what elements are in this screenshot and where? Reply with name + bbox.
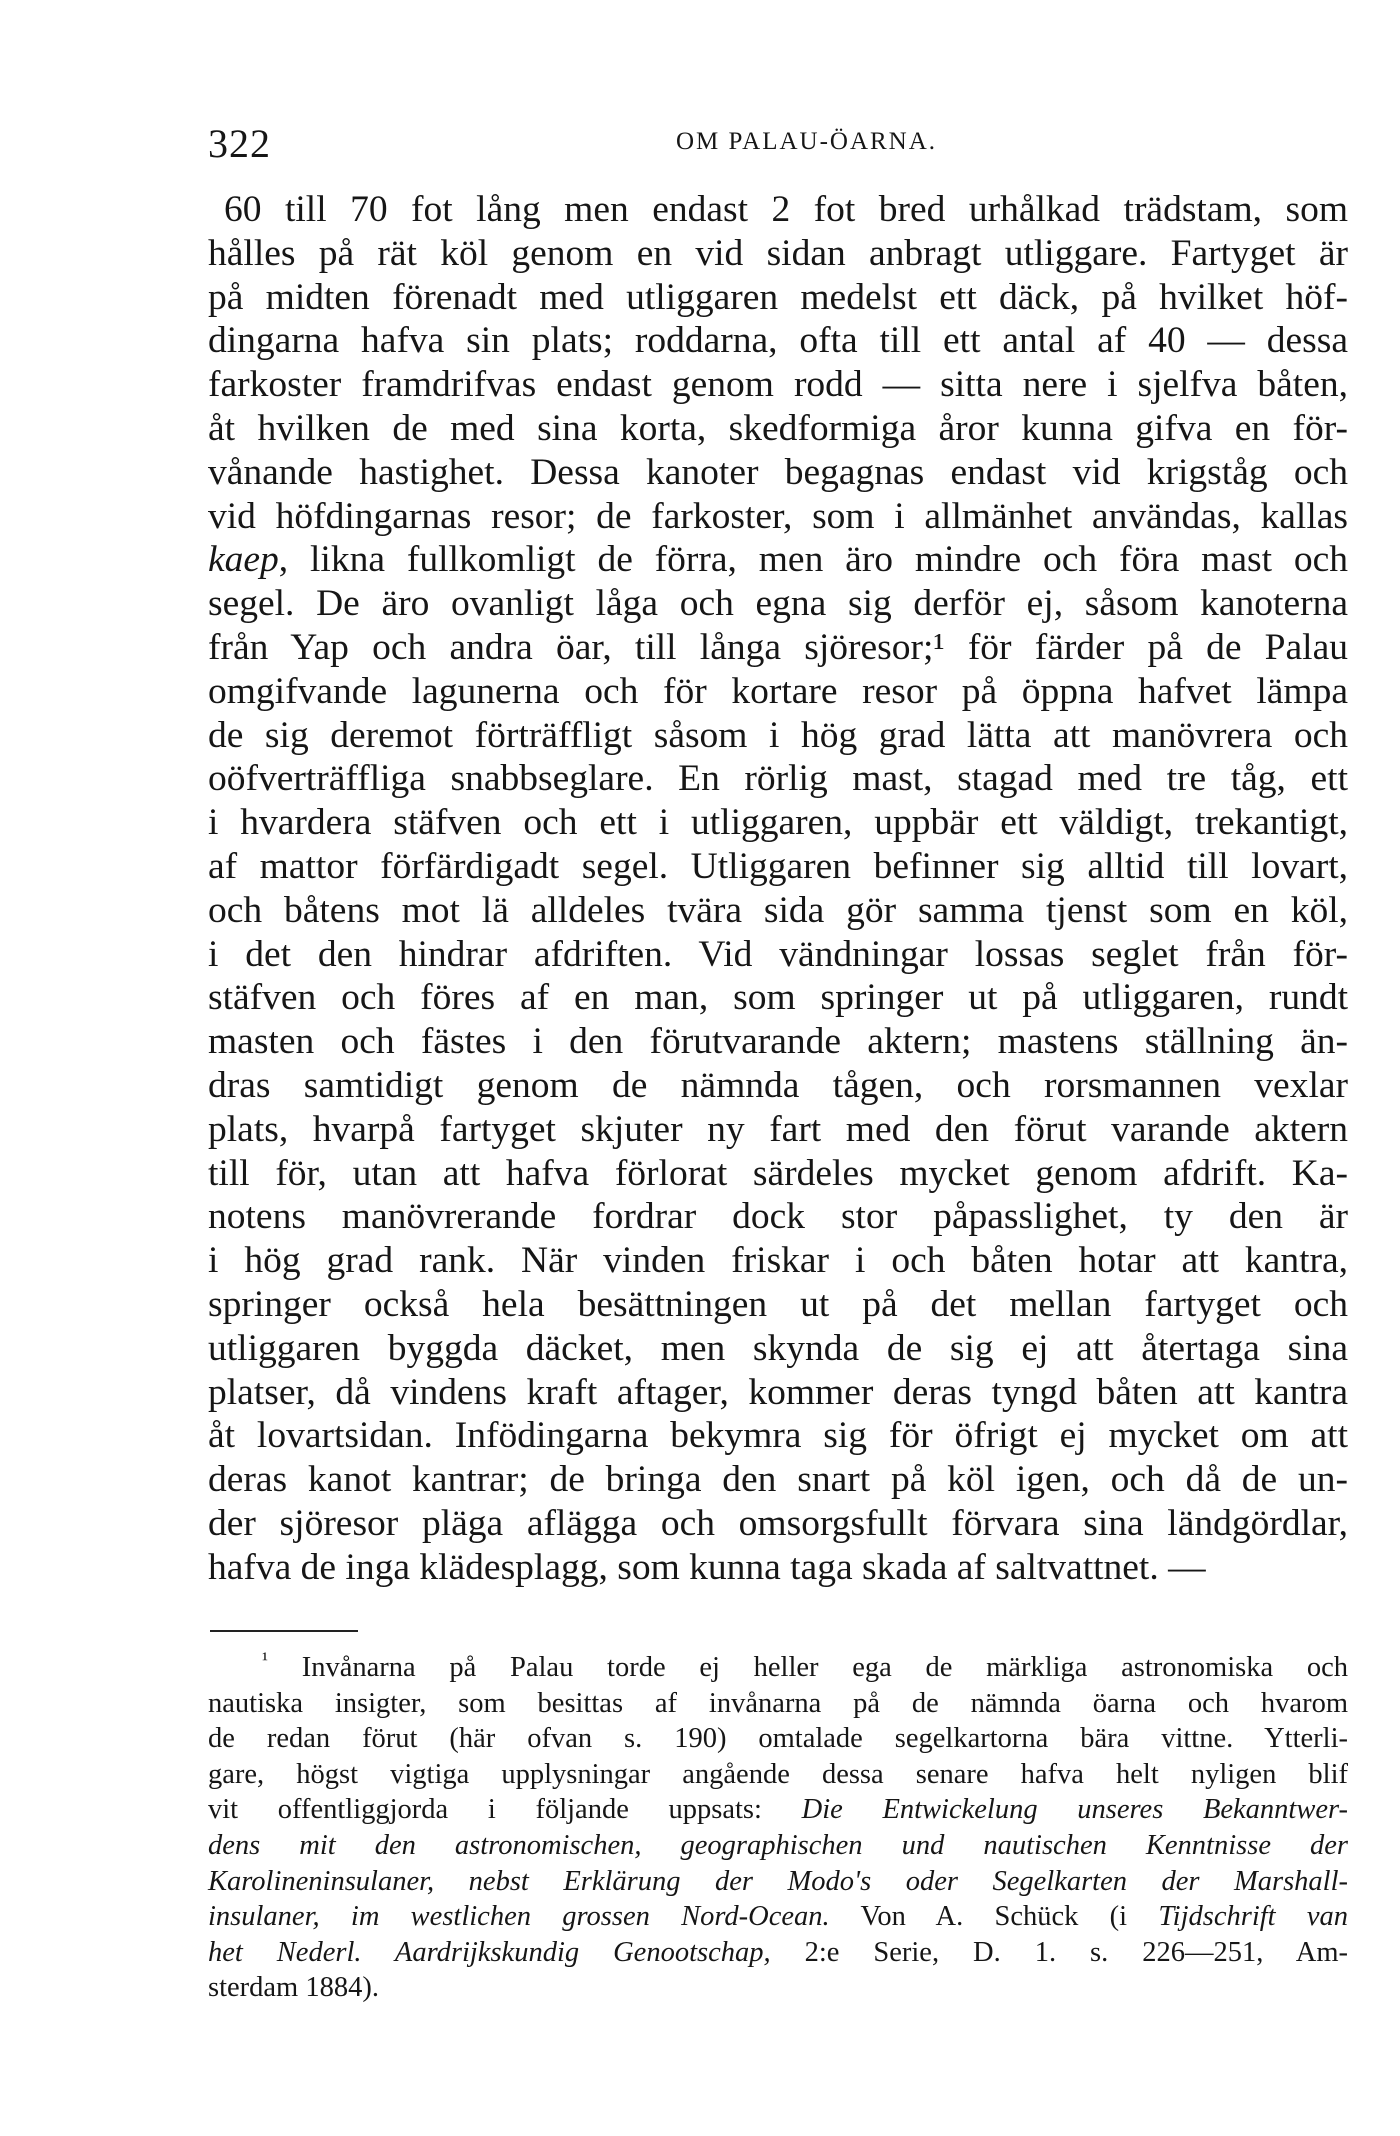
text-line: i hög grad rank. När vinden friskar i och båten hotar att kantra, [208,1240,1348,1282]
text-line: åt hvilken de med sina korta, skedformiga åror kunna gifva en för- [208,407,1348,449]
text-line: från Yap och andra öar, till långa sjöresor;¹ för färder på de Palau [208,626,1348,668]
text-line: farkoster framdrifvas endast genom rodd — sitta nere i sjelfva båten, [208,364,1348,406]
italic-term: kaep [208,539,279,581]
text-line: stäfven och föres af en man, som springer ut på utliggaren, rundt [208,977,1348,1019]
citation-author: Von A. Schück (i [860,1901,1128,1933]
footnote-line [208,1935,1348,1971]
text-line: deras kanot kantrar; de bringa den snart på köl igen, och då de un- [208,1459,1348,1501]
text-line: på midten förenadt med utliggaren medelst ett däck, på hvilket höf- [208,276,1348,318]
text-line: hålles på rät köl genom en vid sidan anbragt utliggare. Fartyget är [208,232,1348,274]
citation-title-line: dens mit den astronomischen, geographischen und nautischen Kenntnisse der [208,1829,1348,1861]
footnote-line [208,1792,1348,1828]
text-line: kaep, likna fullkomligt de förra, men äro mindre och föra mast och [208,539,1348,581]
text-line: vånande hastighet. Dessa kanoter begagnas endast vid krigståg och [208,451,1348,493]
text-line: och båtens mot lä alldeles tvära sida gör samma tjenst som en köl, [208,889,1348,931]
citation-title: Die Entwickelung unseres Bekanntwer- [801,1794,1349,1826]
footnote-marker: ¹ [262,1648,268,1671]
footnote-line [208,1650,1348,1686]
text-line: dras samtidigt genom de nämnda tågen, och rorsmannen vexlar [208,1064,1348,1106]
text-line: 60 till 70 fot lång men endast 2 fot bred urhålkad trädstam, som [224,189,1348,230]
text-line: platser, då vindens kraft aftager, kommer deras tyngd båten att kantra [208,1371,1348,1413]
text-line: masten och fästes i den förutvarande aktern; mastens ställning än- [208,1021,1348,1063]
text-line: i det den hindrar afdriften. Vid vändningar lossas seglet från för- [208,933,1348,975]
footnote-text: Invånarna på Palau torde ej heller ega de märkliga astronomiska och [301,1652,1348,1683]
text-line: der sjöresor pläga aflägga och omsorgsfullt förvara sina ländgördlar, [208,1502,1348,1544]
footnote-divider [210,1630,358,1632]
text-line: oöfverträffliga snabbseglare. En rörlig mast, stagad med tre tåg, ett [208,758,1348,800]
page-number: 322 [208,121,271,166]
footnote-line: nautiska insigter, som besittas af invånarna på de nämnda öarna och hvarom [208,1687,1348,1719]
text-line: i hvardera stäfven och ett i utliggaren, uppbär ett väldigt, trekantigt, [208,802,1348,844]
text-line: notens manövrerande fordrar dock stor påpasslighet, ty den är [208,1196,1348,1238]
text-line: vid höfdingarnas resor; de farkoster, som i allmänhet användas, kallas [208,495,1348,537]
page-header [208,120,1348,180]
text-line: af mattor förfärdigadt segel. Utliggaren befinner sig alltid till lovart, [208,845,1348,887]
text-line: plats, hvarpå fartyget skjuter ny fart med den förut varande aktern [208,1108,1348,1150]
text-line: till för, utan att hafva förlorat särdeles mycket genom afdrift. Ka- [208,1152,1348,1194]
footnote-line: gare, högst vigtiga upplysningar angående dessa senare hafva helt nyligen blif [208,1758,1348,1790]
footnote-line: de redan förut (här ofvan s. 190) omtalade segelkartorna bära vittne. Ytterli- [208,1723,1348,1755]
citation-details: 2:e Serie, D. 1. s. 226—251, Am- [804,1936,1349,1968]
footnote-text: vit offentliggjorda i följande uppsats: [208,1794,762,1826]
journal-title: het Nederl. Aardrijkskundig Genootschap, [208,1936,771,1968]
running-title: OM PALAU-ÖARNA. [676,128,938,155]
footnote-line: sterdam 1884). [208,1972,379,2004]
journal-title: Tijdschrift van [1158,1901,1349,1933]
text-line: segel. De äro ovanligt låga och egna sig derför ej, såsom kanoterna [208,583,1348,625]
text-line: åt lovartsidan. Infödingarna bekymra sig för öfrigt ej mycket om att [208,1415,1348,1457]
text-line: omgifvande lagunerna och för kortare resor på öppna hafvet lämpa [208,670,1348,712]
text-line: springer också hela besättningen ut på det mellan fartyget och [208,1283,1348,1325]
text-line: de sig deremot förträffligt såsom i hög grad lätta att manövrera och [208,714,1348,756]
citation-title-line: Karolineninsulaner, nebst Erklärung der Modo's oder Segelkarten der Marshall- [208,1865,1348,1897]
text-line: dingarna hafva sin plats; roddarna, ofta till ett antal af 40 — dessa [208,320,1348,362]
text-line: hafva de inga klädesplagg, som kunna taga skada af saltvattnet. — [208,1546,1206,1588]
body-text [208,188,1348,1590]
text-line: utliggaren byggda däcket, men skynda de sig ej att återtaga sina [208,1327,1348,1369]
footnote [208,1650,1348,2006]
footnote-line [208,1899,1348,1935]
citation-title: insulaner, im westlichen grossen Nord-Ocean. [208,1901,830,1933]
